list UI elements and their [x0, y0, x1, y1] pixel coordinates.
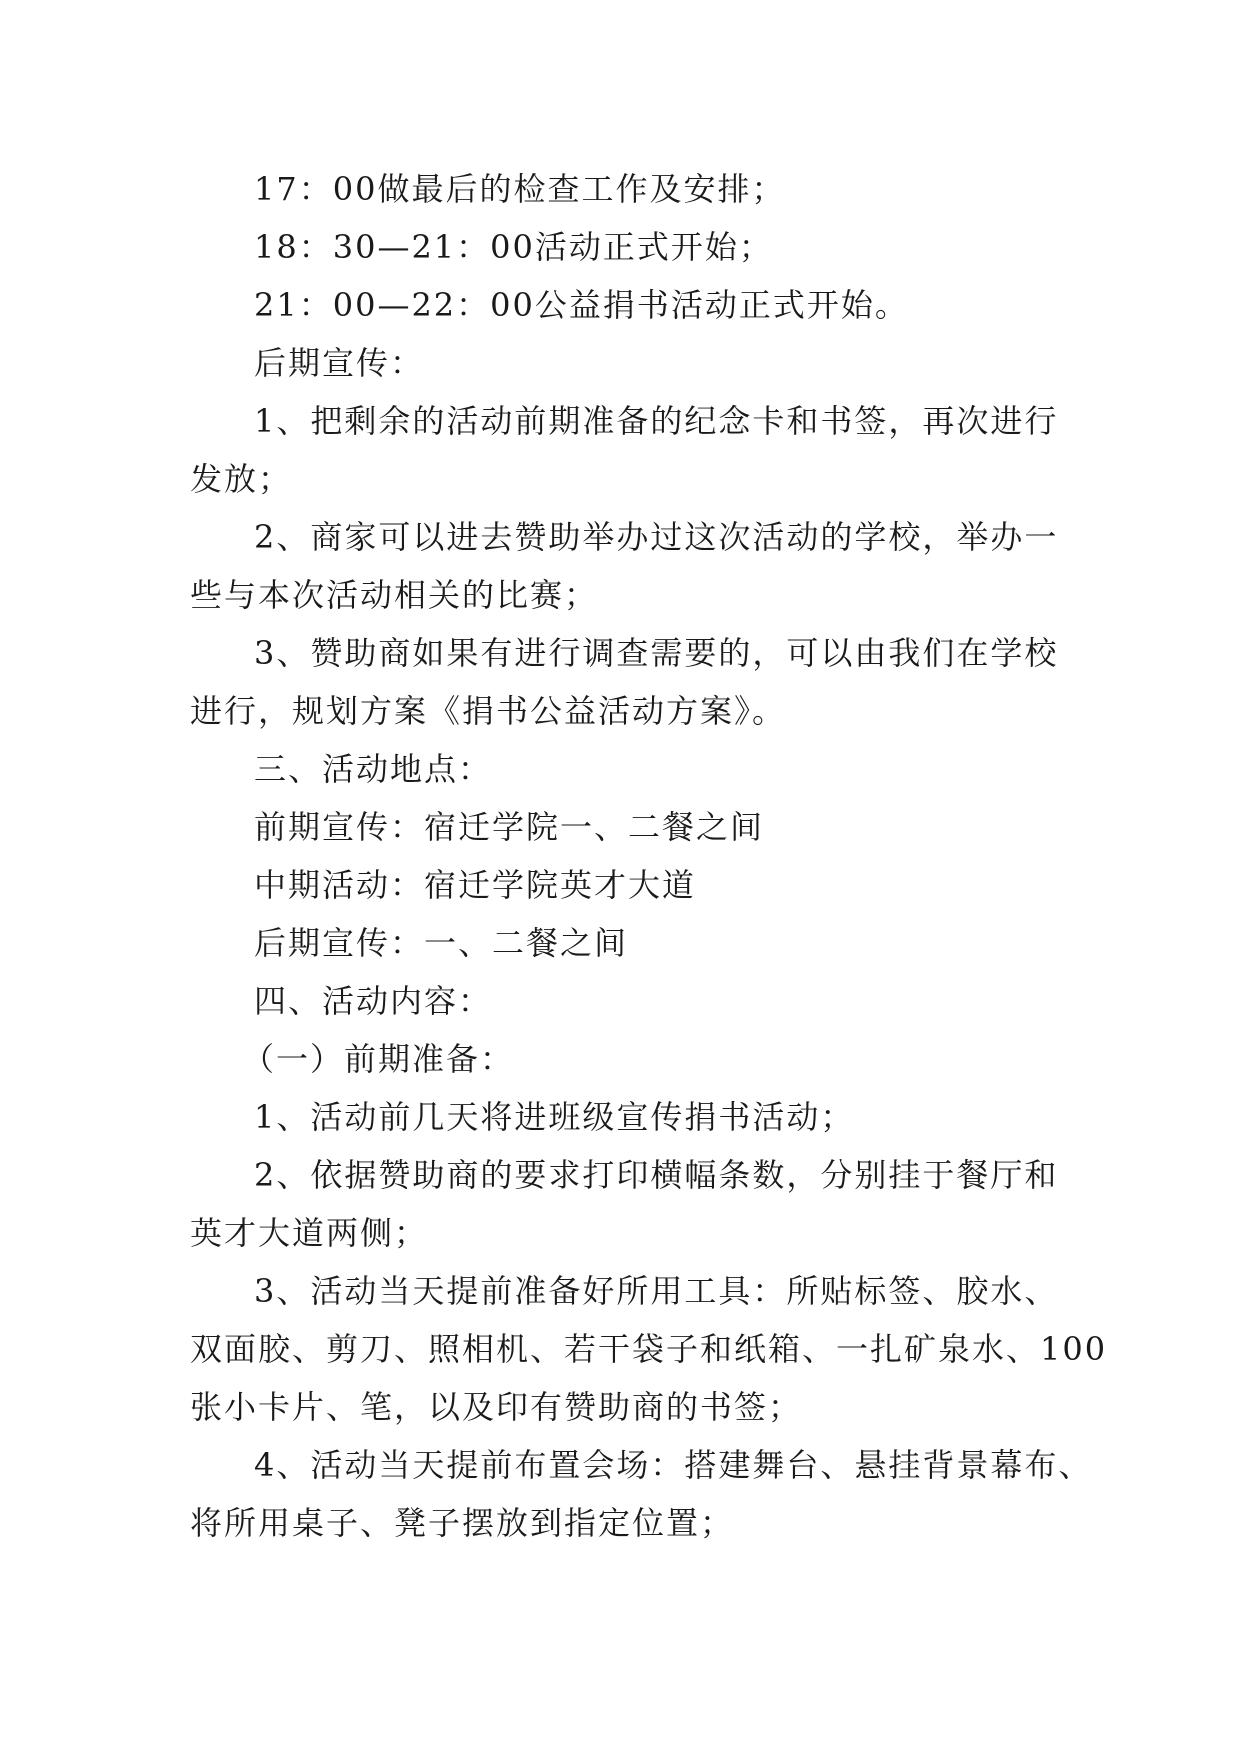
paragraph-line: 双面胶、剪刀、照相机、若干袋子和纸箱、一扎矿泉水、100	[190, 1330, 1108, 1368]
paragraph-line: 2、商家可以进去赞助举办过这次活动的学校，举办一	[254, 518, 1059, 556]
paragraph-line: 英才大道两侧；	[190, 1214, 429, 1252]
paragraph-line: 些与本次活动相关的比赛；	[190, 576, 599, 614]
section-heading: 四、活动内容：	[254, 982, 493, 1020]
section-heading: 后期宣传：	[254, 344, 425, 382]
paragraph-line: 2、依据赞助商的要求打印横幅条数，分别挂于餐厅和	[254, 1156, 1059, 1194]
paragraph-line: 发放；	[190, 460, 293, 498]
paragraph-line: 后期宣传：一、二餐之间	[254, 924, 629, 962]
paragraph-line: 将所用桌子、凳子摆放到指定位置；	[190, 1504, 735, 1542]
paragraph-line: 3、活动当天提前准备好所用工具：所贴标签、胶水、	[254, 1272, 1059, 1310]
paragraph-line: 中期活动：宿迁学院英才大道	[254, 866, 697, 904]
paragraph-line: 张小卡片、笔，以及印有赞助商的书签；	[190, 1388, 803, 1426]
paragraph-line: 3、赞助商如果有进行调查需要的，可以由我们在学校	[254, 634, 1059, 672]
paragraph-line: 4、活动当天提前布置会场：搭建舞台、悬挂背景幕布、	[254, 1446, 1093, 1484]
paragraph-line: 1、活动前几天将进班级宣传捐书活动；	[254, 1098, 855, 1136]
paragraph-line: 进行，规划方案《捐书公益活动方案》。	[190, 692, 787, 730]
paragraph-line: 前期宣传：宿迁学院一、二餐之间	[254, 808, 765, 846]
schedule-line: 18：30—21：00活动正式开始；	[254, 228, 773, 266]
document-body	[190, 160, 1108, 1552]
paragraph-line: 1、把剩余的活动前期准备的纪念卡和书签，再次进行	[254, 402, 1059, 440]
schedule-line: 17：00做最后的检查工作及安排；	[254, 170, 786, 208]
section-heading: 三、活动地点：	[254, 750, 493, 788]
schedule-line: 21：00—22：00公益捐书活动正式开始。	[254, 286, 909, 324]
subsection-heading: （一）前期准备：	[242, 1040, 515, 1078]
